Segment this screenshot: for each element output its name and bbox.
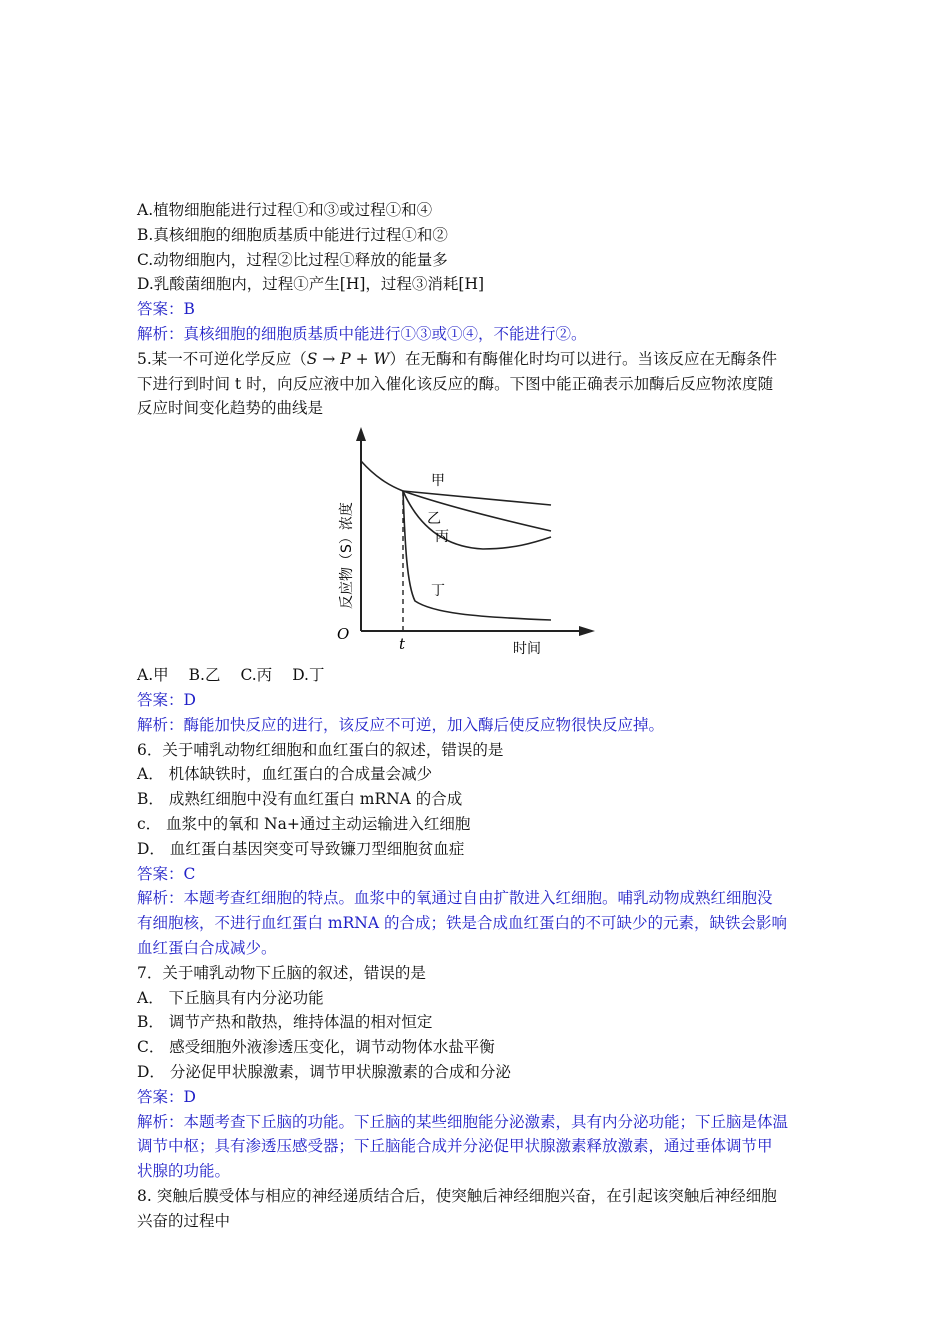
q6-analysis-line3: 血红蛋白合成减少。	[137, 938, 277, 957]
curve-bing	[403, 491, 551, 549]
label-bing: 丙	[435, 529, 449, 546]
q7-stem: 7．关于哺乳动物下丘脑的叙述，错误的是	[137, 963, 426, 982]
q7-option-a: A． 下丘脑具有内分泌功能	[137, 988, 324, 1007]
q6-analysis-line2: 有细胞核，不进行血红蛋白 mRNA 的合成；铁是合成血红蛋白的不可缺少的元素，缺铁会影响	[137, 914, 787, 933]
q5-figure	[137, 425, 827, 657]
q5-formula: S → P + W	[306, 349, 390, 368]
q7-analysis-line3: 状腺的功能。	[137, 1162, 231, 1181]
q5-stem-line3: 反应时间变化趋势的曲线是	[137, 399, 324, 418]
q6-option-a: A． 机体缺铁时，血红蛋白的合成量会减少	[137, 765, 433, 784]
y-axis-label: 反应物（S）浓度	[339, 502, 355, 610]
q7-analysis-line1: 解析：本题考查下丘脑的功能。下丘脑的某些细胞能分泌激素，具有内分泌功能；下丘脑是体温	[137, 1112, 789, 1131]
q4-answer: 答案：B	[137, 300, 195, 319]
q6-option-b: B． 成熟红细胞中没有血红蛋白 mRNA 的合成	[137, 790, 463, 809]
q4-option-b: B.真核细胞的细胞质基质中能进行过程①和②	[137, 225, 448, 244]
y-axis-arrow	[356, 427, 366, 441]
q4-option-d: D.乳酸菌细胞内，过程①产生[H]，过程③消耗[H]	[137, 275, 485, 294]
q6-option-d: D． 血红蛋白基因突变可导致镰刀型细胞贫血症	[137, 839, 465, 858]
q4-option-a: A.植物细胞能进行过程①和③或过程①和④	[137, 201, 433, 219]
label-yi: 乙	[427, 511, 441, 528]
q7-answer: 答案：D	[137, 1087, 196, 1106]
q6-stem: 6．关于哺乳动物红细胞和血红蛋白的叙述，错误的是	[137, 740, 504, 759]
curve-before-t	[361, 461, 403, 491]
q5-stem-line1	[137, 347, 827, 372]
q5-options	[137, 663, 827, 688]
q6-analysis-line1: 解析：本题考查红细胞的特点。血浆中的氧通过自由扩散进入红细胞。哺乳动物成熟红细胞没	[137, 889, 773, 908]
x-axis-label: 时间	[513, 641, 541, 658]
curve-ding	[403, 491, 551, 620]
label-ding: 丁	[431, 583, 445, 600]
q5-analysis: 解析：酶能加快反应的进行，该反应不可逆，加入酶后使反应物很快反应掉。	[137, 715, 665, 734]
q5-option-b: B.乙	[188, 666, 221, 685]
q8-stem-line2: 兴奋的过程中	[137, 1211, 231, 1230]
q5-stem-line2: 下进行到时间 t 时，向反应液中加入催化该反应的酶。下图中能正确表示加酶后反应物浓度随	[137, 374, 774, 393]
q6-answer: 答案：C	[137, 864, 196, 883]
q5-option-a: A.甲	[137, 666, 169, 685]
q7-analysis-line2: 调节中枢；具有渗透压感受器；下丘脑能合成并分泌促甲状腺激素释放激素，通过垂体调节甲	[137, 1137, 773, 1156]
q5-option-c: C.丙	[240, 666, 273, 685]
reaction-curve-graph	[323, 425, 603, 657]
q4-option-c: C.动物细胞内，过程②比过程①释放的能量多	[137, 250, 448, 269]
q5-stem-post: ）在无酶和有酶催化时均可以进行。当该反应在无酶条件	[389, 349, 777, 368]
origin-label: O	[337, 625, 350, 644]
q7-option-c: C． 感受细胞外液渗透压变化，调节动物体水盐平衡	[137, 1038, 495, 1057]
q5-answer: 答案：D	[137, 690, 196, 709]
q6-option-c: c． 血浆中的氧和 Na+通过主动运输进入红细胞	[137, 814, 471, 833]
t-label: t	[399, 635, 406, 654]
document-page	[137, 198, 827, 1234]
q5-option-d: D.丁	[292, 666, 325, 685]
q7-option-b: B． 调节产热和散热，维持体温的相对恒定	[137, 1013, 433, 1032]
q5-stem-pre: 5.某一不可逆化学反应（	[137, 349, 307, 368]
x-axis-arrow	[579, 626, 595, 636]
label-jia: 甲	[431, 473, 445, 490]
q4-analysis: 解析：真核细胞的细胞质基质中能进行①③或①④，不能进行②。	[137, 324, 587, 343]
q8-stem-line1: 8. 突触后膜受体与相应的神经递质结合后，使突触后神经细胞兴奋，在引起该突触后神经细胞	[137, 1186, 777, 1205]
q7-option-d: D． 分泌促甲状腺激素，调节甲状腺激素的合成和分泌	[137, 1062, 511, 1081]
